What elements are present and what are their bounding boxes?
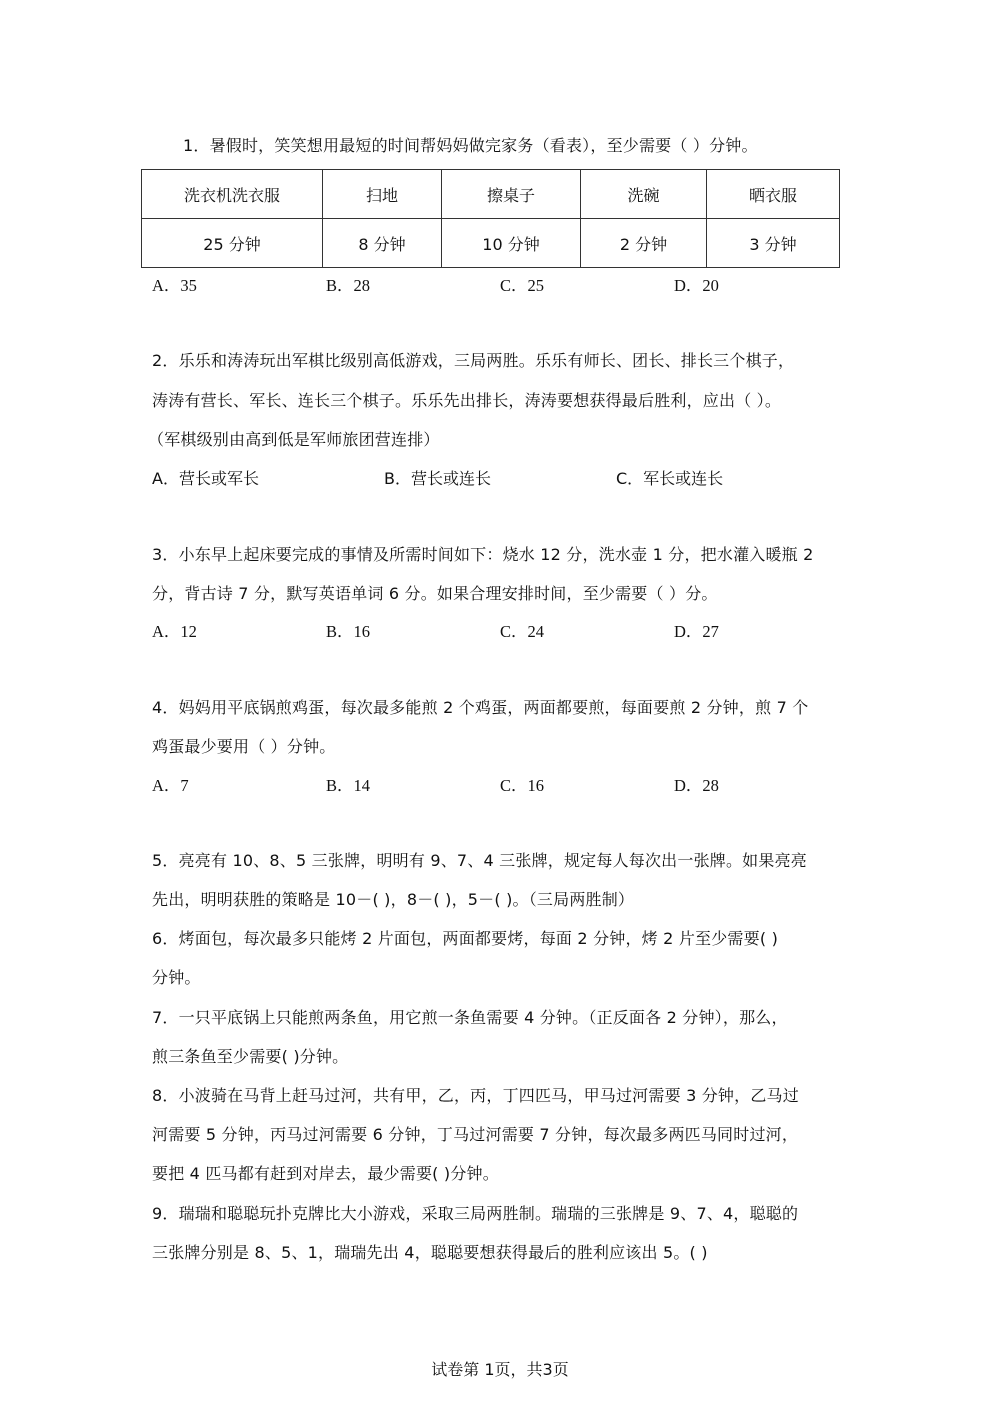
option-a[interactable]: A．营长或军长: [152, 469, 259, 488]
question-4-text-line-2: 鸡蛋最少要用（ ）分钟。: [152, 737, 336, 756]
page-footer: 试卷第 1页，共3页: [431, 1360, 569, 1379]
question-3-text-line-1: 3．小东早上起床要完成的事情及所需时间如下：烧水 12 分，洗水壶 1 分，把水灌入暖瓶 2: [152, 545, 814, 564]
table-header-cell: 洗衣机洗衣服: [142, 170, 323, 219]
table-header-cell: 洗碗: [581, 170, 707, 219]
question-5-text-line-1: 5．亮亮有 10、8、5 三张牌，明明有 9、7、4 三张牌，规定每人每次出一张牌。如果亮亮: [152, 851, 807, 870]
option-a[interactable]: A．12: [152, 622, 197, 641]
question-9-text-line-1: 9．瑞瑞和聪聪玩扑克牌比大小游戏，采取三局两胜制。瑞瑞的三张牌是 9、7、4，聪聪的: [152, 1204, 799, 1223]
option-a[interactable]: A．35: [152, 276, 197, 295]
table-cell: 25 分钟: [142, 219, 323, 268]
question-7-text-line-1: 7．一只平底锅上只能煎两条鱼，用它煎一条鱼需要 4 分钟。（正反面各 2 分钟），那么，: [152, 1008, 788, 1027]
question-8-text-line-2: 河需要 5 分钟，丙马过河需要 6 分钟，丁马过河需要 7 分钟，每次最多两匹马同时过河，: [152, 1125, 799, 1144]
question-6-text-line-1: 6．烤面包，每次最多只能烤 2 片面包，两面都要烤，每面 2 分钟，烤 2 片至少需要( ): [152, 929, 779, 948]
question-7-text-line-2: 煎三条鱼至少需要( )分钟。: [152, 1047, 349, 1066]
option-c[interactable]: C．24: [500, 622, 545, 641]
table-cell: 10 分钟: [442, 219, 581, 268]
question-3-text-line-2: 分，背古诗 7 分，默写英语单词 6 分。如果合理安排时间，至少需要（ ）分。: [152, 584, 718, 603]
option-c[interactable]: C．16: [500, 776, 545, 795]
question-4-text-line-1: 4．妈妈用平底锅煎鸡蛋，每次最多能煎 2 个鸡蛋，两面都要煎，每面要煎 2 分钟，煎 7 个: [152, 698, 809, 717]
question-2-text-line-1: 2．乐乐和涛涛玩出军棋比级别高低游戏，三局两胜。乐乐有师长、团长、排长三个棋子，: [152, 351, 795, 370]
table-header-cell: 擦桌子: [442, 170, 581, 219]
question-9-text-line-2: 三张牌分别是 8、5、1，瑞瑞先出 4，聪聪要想获得最后的胜利应该出 5。( ): [152, 1243, 708, 1262]
table-row: [142, 219, 840, 268]
option-b[interactable]: B．营长或连长: [384, 469, 491, 488]
table-header-cell: 扫地: [323, 170, 442, 219]
table-cell: 2 分钟: [581, 219, 707, 268]
question-8-text-line-3: 要把 4 匹马都有赶到对岸去，最少需要( )分钟。: [152, 1164, 499, 1183]
table-cell: 8 分钟: [323, 219, 442, 268]
option-d[interactable]: D．20: [674, 276, 719, 295]
table-header-cell: 晒衣服: [707, 170, 840, 219]
table-header-row: [142, 170, 840, 219]
question-2-note: （军棋级别由高到低是军师旅团营连排）: [148, 430, 440, 449]
option-c[interactable]: C．25: [500, 276, 545, 295]
question-8-text-line-1: 8．小波骑在马背上赶马过河，共有甲，乙，丙，丁四匹马，甲马过河需要 3 分钟，乙马过: [152, 1086, 799, 1105]
question-6-text-line-2: 分钟。: [152, 968, 201, 987]
option-a[interactable]: A．7: [152, 776, 189, 795]
option-b[interactable]: B．28: [326, 276, 371, 295]
chores-time-table: [141, 169, 840, 268]
option-c[interactable]: C．军长或连长: [616, 469, 724, 488]
option-d[interactable]: D．27: [674, 622, 719, 641]
option-d[interactable]: D．28: [674, 776, 719, 795]
option-b[interactable]: B．16: [326, 622, 371, 641]
question-2-text-line-2: 涛涛有营长、军长、连长三个棋子。乐乐先出排长，涛涛要想获得最后胜利，应出（ ）。: [152, 391, 782, 410]
table-cell: 3 分钟: [707, 219, 840, 268]
question-1-text: 1．暑假时，笑笑想用最短的时间帮妈妈做完家务（看表），至少需要（ ）分钟。: [183, 136, 758, 155]
question-5-text-line-2: 先出，明明获胜的策略是 10－( )，8－( )，5－( )。（三局两胜制）: [152, 890, 635, 909]
option-b[interactable]: B．14: [326, 776, 371, 795]
